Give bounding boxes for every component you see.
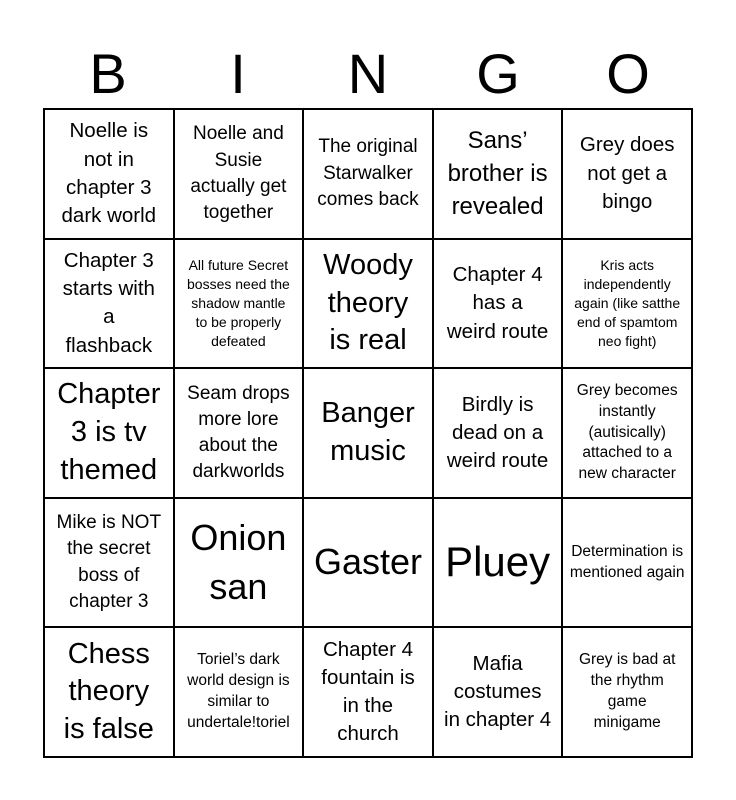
cell-text: Chapter 4 has a weird route [446, 262, 549, 343]
bingo-cell[interactable] [562, 627, 692, 757]
cell-text: Banger music [321, 397, 415, 467]
bingo-cell[interactable] [303, 498, 433, 628]
bingo-cell[interactable] [44, 109, 174, 239]
cell-text: Grey does not get a bingo [579, 133, 675, 213]
cell-text: Pluey [445, 538, 551, 586]
bingo-cell[interactable] [303, 627, 433, 757]
cell-text: All future Secret bosses need the shadow mantle to be properly defeated [187, 257, 290, 349]
bingo-cell[interactable] [433, 627, 563, 757]
cell-text: Birdly is dead on a weird route [446, 392, 549, 473]
header-letter-g: G [476, 42, 520, 105]
cell-text: Chapter 3 is tv themed [57, 378, 161, 486]
bingo-cell[interactable] [44, 239, 174, 369]
cell-text: Chapter 3 starts with a flashback [62, 248, 155, 357]
bingo-cell[interactable] [174, 498, 304, 628]
bingo-cell[interactable] [433, 109, 563, 239]
cell-text: Mafia costumes in chapter 4 [444, 651, 552, 732]
cell-text: Onion san [190, 517, 287, 607]
bingo-cell[interactable] [433, 239, 563, 369]
cell-text: Chapter 4 fountain is in the church [321, 637, 415, 746]
cell-text: Seam drops more lore about the darkworlds [187, 382, 290, 483]
cell-text: Sans’ brother is revealed [447, 127, 548, 221]
cell-text: Grey becomes instantly (autisically) attached to a new character [576, 381, 678, 483]
bingo-header [43, 40, 693, 108]
cell-text: Gaster [313, 541, 423, 583]
cell-text: Mike is NOT the secret boss of chapter 3 [56, 512, 162, 612]
bingo-cell[interactable] [562, 239, 692, 369]
bingo-cell[interactable] [174, 109, 304, 239]
bingo-cell[interactable] [433, 368, 563, 498]
header-letter-b: B [89, 42, 127, 105]
bingo-board [43, 108, 693, 758]
bingo-cell[interactable] [174, 627, 304, 757]
cell-text: The original Starwalker comes back [317, 136, 419, 210]
cell-text: Woody theory is real [323, 248, 413, 357]
bingo-cell[interactable] [174, 368, 304, 498]
bingo-cell[interactable] [562, 368, 692, 498]
bingo-cell[interactable] [303, 239, 433, 369]
cell-text: Kris acts independently again (like satthe end of spamtom neo fight) [574, 257, 681, 349]
header-letter-i: I [230, 42, 246, 105]
bingo-cell[interactable] [433, 498, 563, 628]
header-letter-o: O [606, 42, 650, 105]
bingo-cell[interactable] [44, 498, 174, 628]
bingo-cell[interactable] [174, 239, 304, 369]
bingo-cell[interactable] [562, 109, 692, 239]
bingo-cell[interactable] [303, 368, 433, 498]
bingo-cell[interactable] [44, 627, 174, 757]
cell-text: Noelle is not in chapter 3 dark world [61, 119, 157, 228]
cell-text: Chess theory is false [63, 637, 154, 746]
bingo-cell[interactable] [562, 498, 692, 628]
bingo-cell[interactable] [303, 109, 433, 239]
cell-text: Grey is bad at the rhythm game minigame [578, 651, 676, 732]
bingo-cell[interactable] [44, 368, 174, 498]
header-letter-n: N [347, 42, 389, 105]
cell-text: Toriel’s dark world design is similar to undertale!toriel [187, 651, 290, 732]
cell-text: Determination is mentioned again [569, 542, 685, 581]
cell-text: Noelle and Susie actually get together [190, 123, 287, 224]
